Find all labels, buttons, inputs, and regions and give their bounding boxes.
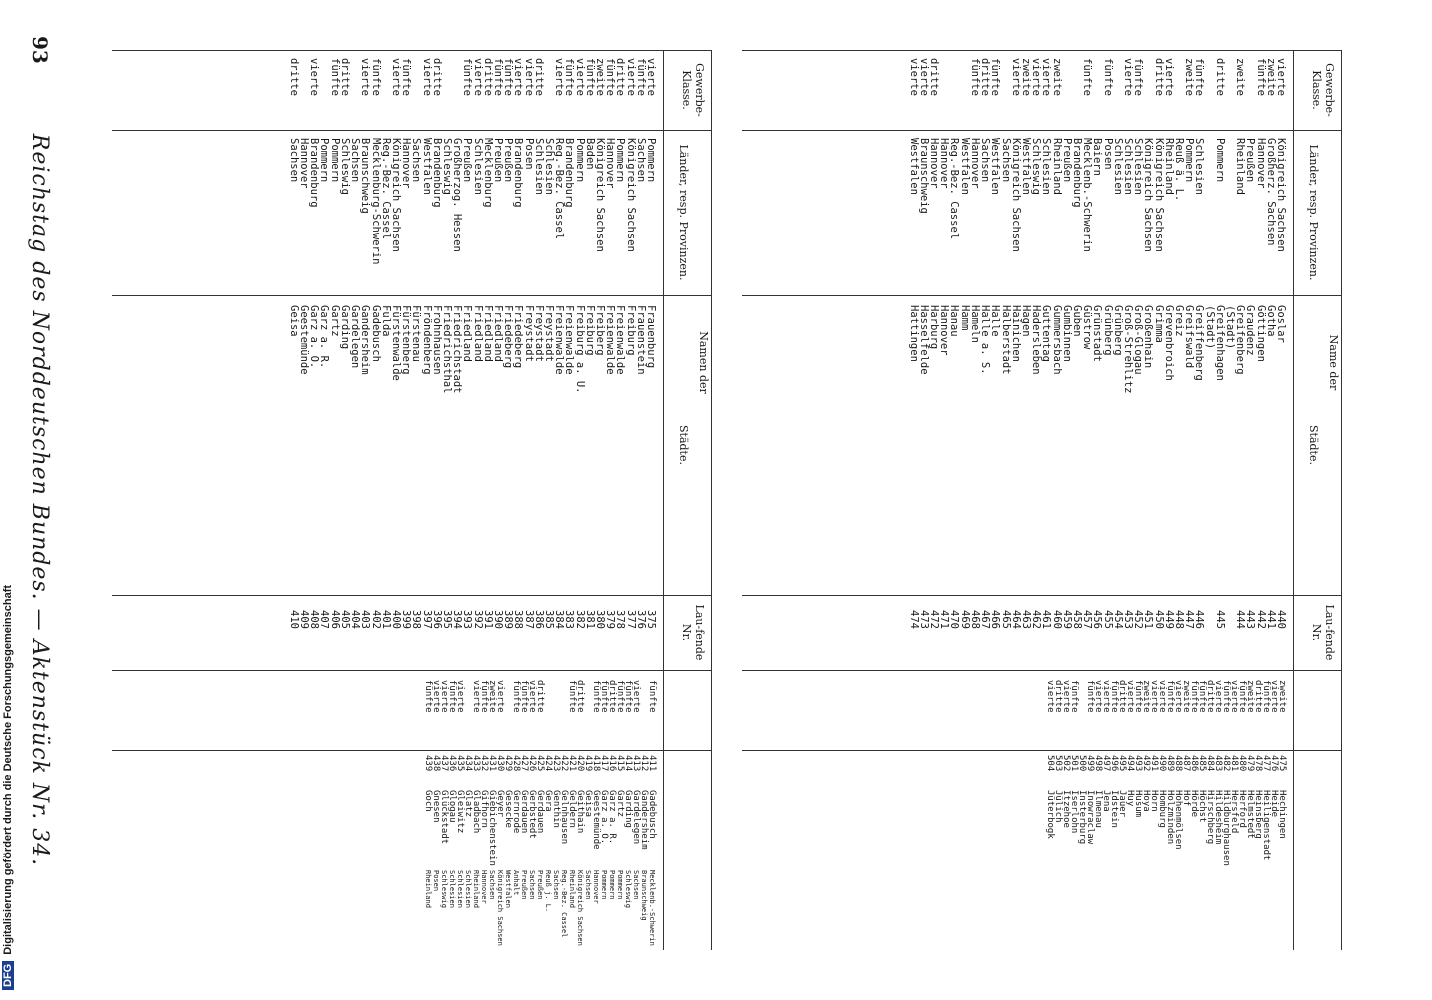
header-group-left: Namen der [697, 331, 710, 394]
right-b-klasse-column: zweite vierte fünfte dritte zweite fünfte vierte fünfte vierte dritte fünfte fünfte zweite vierte fünfte vierte vierte zweite fünfte vierte dritte fünfte vierte vierte fünfte fünfte vierte dritte vierte [1045, 680, 1287, 713]
right-a-klasse-column: vierte zweite fünfte zweite dritte fünfte zweite vierte dritte fünfte vierte fünfte fünfte zweite vierte vierte zweite vierte fünfte dritte fünfte dritte vierte vierte [907, 58, 1287, 96]
right-a-stadt-column: Goslar Gotha Göttingen Graudenz Greifenberg (Stadt) Greifenhagen (Stadt) Greiffenberg Greifswald Greiz Grevenbroich Grimma Großenhain Groß-Glogau Groß-Strehlitz Grünberg Grünberg Grünstadt Güstrow Guben Gumbinnen Gummersbach Guttentag Hadersleben Hagen Hainichen Halberstadt Halle Halle a. S. Hameln Hamm Hanau Hannover Harburg Hasselfelde Hattingen [907, 305, 1287, 394]
left-a-land-column: Pommern Sachsen Königreich Sachsen Pommern Hannover Königreich Sachsen Baden Pommern Brandenburg Reg.-Bez. Cassel Schlesien Schlesien Posen Brandenburg Preußen Preußen Mecklenburg Schlesien Preußen Großherzog. Hessen Schleswig Brandenburg Westfalen Sachsen Hannover Königreich Sachsen Reg.-Bez. Cassel Mecklenburg-Schwerin Braunschweig Sachsen Schleswig Pommern Pommern Brandenburg Hannover Sachsen [287, 138, 657, 265]
footer-credit-text: Digitalisierung gefördert durch die Deutsche Forschungsgemeinschaft [2, 584, 14, 955]
dfg-logo: DFG [2, 961, 14, 990]
table-upper [742, 50, 1342, 950]
right-b-nr-column: 475 476 477 478 479 480 481 482 483 484 485 486 487 488 489 490 491 492 493 494 495 496 497 498 499 500 501 502 503 504 [1045, 755, 1287, 772]
left-a-klasse-column: vierte fünfte vierte dritte fünfte zweite fünfte vierte fünfte vierte dritte vierte vierte fünfte fünfte dritte vierte fünfte dritte vierte fünfte vierte fünfte vierte dritte fünfte vierte dritte [287, 58, 657, 96]
left-b-klasse-column: fünfte vierte fünfte fünfte dritte fünfte fünfte dritte fünfte dritte vierte fünfte fünfte vierte zweite fünfte vierte vierte fünfte vierte vierte fünfte [423, 680, 657, 713]
header-nr: Lau-fende Nr. [1310, 604, 1336, 661]
header-staedte: Städte. [1307, 425, 1320, 465]
footer-credit [2, 585, 14, 990]
right-a-nr-column: 440 441 442 443 444 445 446 447 448 449 450 451 452 453 454 455 456 457 458 459 460 461 462 463 464 465 466 467 468 469 470 471 472 473 474 [907, 610, 1287, 629]
header-klasse-left: Gewerbe-Klasse. [680, 63, 706, 117]
table-lower [112, 50, 712, 950]
left-b-land-column: Mecklenb.-Schwerin Braunschweig Sachsen Schleswig Pommern Pommern Pommern Hannover Sachsen Königreich Sachsen Rheinland Reg.-Bez. Cassel Sachsen Reuß j. L. Preußen Sachsen Preußen Anhalt Westfalen Königreich Sachsen Sachsen Hannover Rheinland Schlesien Schlesien Schlesien Schleswig Posen Rheinland [424, 870, 656, 946]
header-laender: Länder, resp. Provinzen. [1307, 144, 1320, 281]
header-staedte-left: Städte. [677, 425, 690, 465]
header-klasse: Gewerbe-Klasse. [1310, 63, 1336, 117]
left-a-stadt-column: Frauenburg Frauenstein Freiburg Freienwalde Freienwalde Freiberg Freiburg Freiburg a. U. Freienwalde Freienwalde Freystadt Freystadt Freystadt Friedeberg Friedeberg Friedland Friedland Friedland Friedland Friedrichstadt Friedrichsthal Frohnhausen Fröndenberg Fürstenau Fürstenberg Fürstenwalde Fulda Gadebusch Gandersheim Gardelegen Garding Gartz Garz a. R. Garz a. O. Geestemünde Geisa [287, 305, 657, 394]
page-number: 93 [28, 36, 52, 64]
running-head: Reichstag des Norddeutschen Bundes. — Aktenstück Nr. 34. [27, 133, 52, 867]
left-b-nr-column: 411 412 413 414 415 416 417 418 419 420 421 422 423 424 425 426 427 428 429 430 431 432 433 434 435 436 437 438 439 [423, 755, 657, 772]
right-a-land-column: Königreich Sachsen Großherz. Sachsen Hannover Preußen Rheinland Pommern Schlesien Pommern Reuß ä. L. Rheinland Königreich Sachsen Königreich Sachsen Schlesien Schlesien Schlesien Posen Baiern Mecklenb.-Schwerin Brandenburg Preußen Rheinland Schlesien Schleswig Westfalen Königreich Sachsen Sachsen Westfalen Sachsen Hannover Westfalen Reg.-Bez. Cassel Hannover Hannover Braunschweig Westfalen [907, 138, 1287, 252]
right-b-stadt-column: Hechingen Heide Heiligenstadt Heinsberg Helmstedt Herford Hersfeld Hildburghausen Hildesheim Hirschberg Höchst Hörde Hof Hohenmölsen Holzminden Homburg Horn Hoya Husum Huy Jauer Idstein Jena Ilmenau Inowraclaw Insterburg Iserlohn Itzehoe Jülich Jüterbogk [1045, 790, 1287, 866]
header-group: Name der [1327, 334, 1340, 391]
header-nr-left: Lau-fende Nr. [680, 604, 706, 661]
left-b-stadt-column: Gadebusch Gandersheim Gardelegen Garding Gartz Garz a. R. Garz a. O. Geestemünde Geisa Geithain Geldern Gelnhausen Genthin Gera Gerdauen Gerbstedt Gerdauen Gernrode Gesecke Geyer Giebichenstein Gifhorn Gladbach Glatz Gleiwitz Glogau Glückstadt Gnesen Goch [423, 790, 657, 866]
header-laender-left: Länder, resp. Provinzen. [677, 144, 690, 281]
left-a-nr-column: 375 376 377 378 379 380 381 382 383 384 385 386 387 388 389 390 391 392 393 394 395 396 397 398 399 400 401 402 403 404 405 406 407 408 409 410 [287, 610, 657, 629]
